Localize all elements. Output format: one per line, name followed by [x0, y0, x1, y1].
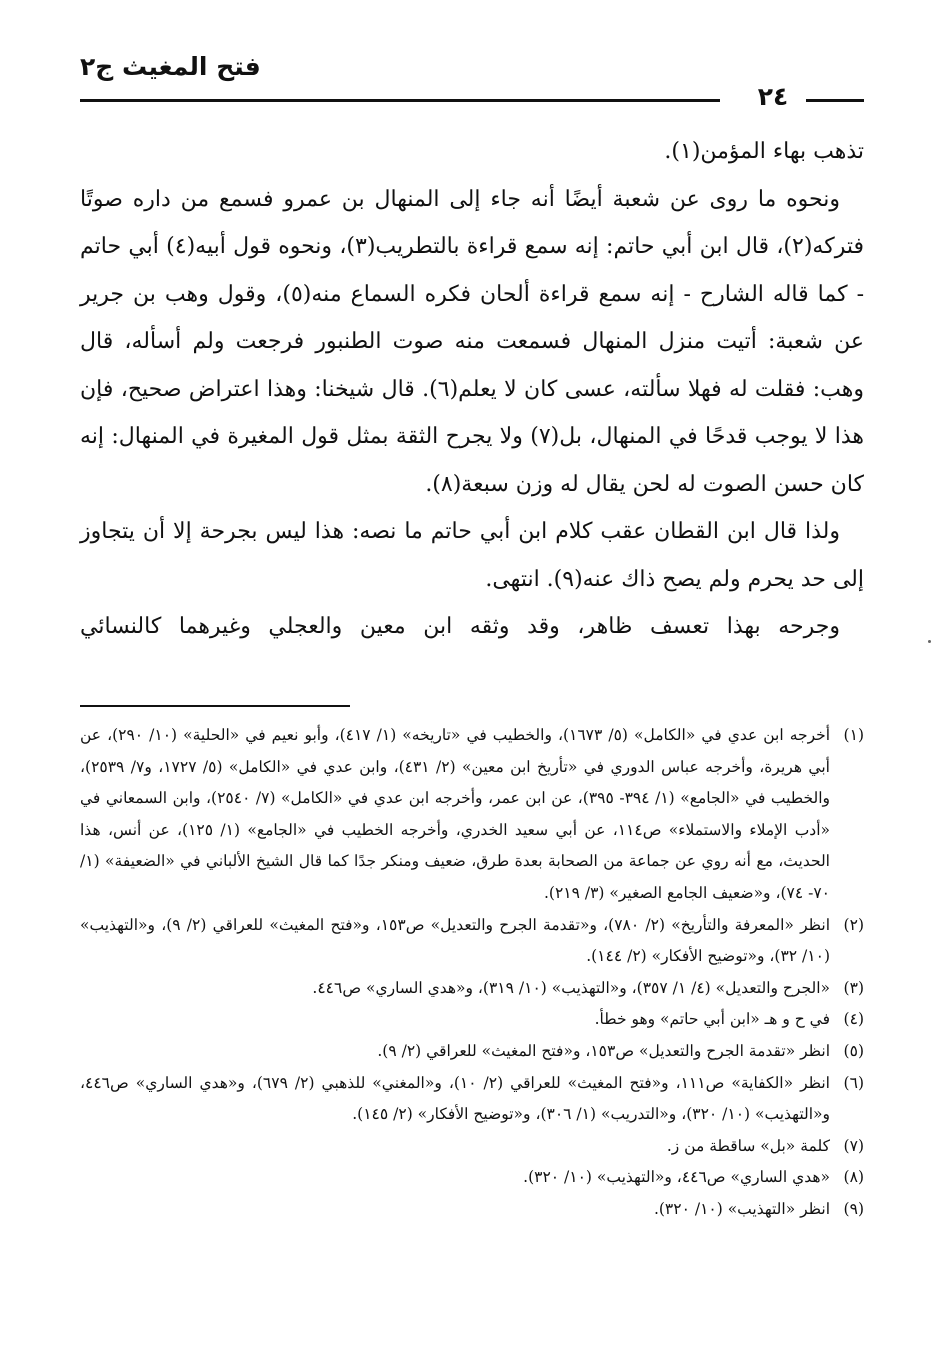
footnote	[80, 1194, 864, 1226]
footnotes	[80, 720, 864, 1226]
paragraph: ونحوه ما روى عن شعبة أيضًا أنه جاء إلى المنهال بن عمرو فسمع من داره صوتًا فتركه(٢)، قال ابن أبي حاتم: إنه سمع قراءة بالتطريب(٣)، ونحوه قول أبيه(٤) أبي حاتم - كما قاله الشارح - إنه سمع قراءة ألحان فكره السماع منه(٥)، وقول وهب بن جرير عن شعبة: أتيت منزل المنهال فسمعت منه صوت الطنبور فرجعت ولم أسأله، قال وهب: فقلت له فهلا سألته، عسى كان لا يعلم(٦). قال شيخنا: وهذا اعتراض صحيح، فإن هذا لا يوجب قدحًا في المنهال، بل(٧) ولا يجرح الثقة بمثل قول المغيرة في المنهال: إنه كان حسن الصوت له لحن يقال له وزن سبعة(٨).	[80, 186, 865, 497]
footnote-separator	[80, 705, 350, 707]
paragraph: ولذا قال ابن القطان عقب كلام ابن أبي حاتم ما نصه: هذا ليس بجرحة إلا أن يتجاوز إلى حد يحرم ولم يصح ذاك عنه(٩). انتهى.	[80, 519, 864, 592]
footnote-text: أخرجه ابن عدي في «الكامل» (٥/ ١٦٧٣)، والخطيب في «تاريخه» (١/ ٤١٧)، وأبو نعيم في «الحلية» (١٠/ ٢٩٠)، عن أبي هريرة، وأخرجه عباس الدوري في «تأريخ ابن معين» (٢/ ٤٣١)، وابن عدي في «الكامل» (٥/ ١٧٢٧، و٧/ ٢٥٣٩)، والخطيب في «الجامع» (١/ ٣٩٤- ٣٩٥)، عن ابن عمر، وأخرجه ابن عدي في «الكامل» (٧/ ٢٥٤٠)، وابن السمعاني في «أدب الإملاء والاستملاء» ص١١٤، عن أبي سعيد الخدري، وأخرجه الخطيب في «الجامع» (١/ ١٢٥)، عن أنس، هذا الحديث، مع أنه روي عن جماعة من الصحابة بعدة طرق، ضعيف ومنكر جدًا كما قال الشيخ الألباني في «الضعيفة» (١/ ٧٠- ٧٤)، و«ضعيف الجامع الصغير» (٣/ ٢١٩).	[80, 726, 831, 902]
paragraph-last-line: وجرحه بهذا تعسف ظاهر، وقد وثقه ابن معين والعجلي وغيرهما كالنسائي	[80, 614, 840, 639]
footnote-text: «الجرح والتعديل» (٤/ ١/ ٣٥٧)، و«التهذيب» (١٠/ ٣١٩)، و«هدي الساري» ص٤٤٦.	[312, 978, 830, 997]
footnote	[80, 1162, 864, 1194]
footnote	[80, 1036, 864, 1068]
paragraph-continuation: تذهب بهاء المؤمن(١).	[664, 139, 864, 164]
footnote	[80, 1068, 864, 1131]
page-number: ٢٤	[757, 82, 789, 111]
footnote-number: (٩)	[843, 1199, 864, 1218]
footnote-text: في ح و هـ «ابن أبي حاتم» وهو خطأ.	[594, 1010, 830, 1029]
footnote-text: «هدي الساري» ص٤٤٦، و«التهذيب» (١٠/ ٣٢٠).	[523, 1168, 830, 1187]
footnote-number: (٣)	[843, 978, 864, 997]
footnote-number: (٨)	[843, 1168, 864, 1187]
footnote	[80, 1004, 864, 1036]
footnote-number: (٧)	[843, 1136, 864, 1155]
footnote-text: انظر «الكفاية» ص١١١، و«فتح المغيث» للعراقي (٢/ ١٠)، و«المغني» للذهبي (٢/ ٦٧٩)، و«هدي الساري» ص٤٤٦، و«التهذيب» (١٠/ ٣٢٠)، و«التدريب» (١/ ٣٠٦)، و«توضيح الأفكار» (٢/ ١٤٥).	[80, 1073, 830, 1124]
header-rule-long	[80, 99, 720, 102]
scan-speck	[928, 640, 931, 643]
footnote	[80, 1131, 864, 1163]
header-rule-short	[806, 99, 864, 102]
footnote-text: انظر «التهذيب» (١٠/ ٣٢٠).	[653, 1199, 830, 1218]
footnote	[80, 910, 864, 973]
footnote-text: انظر «تقدمة الجرح والتعديل» ص١٥٣، و«فتح المغيث» للعراقي (٢/ ٩).	[377, 1041, 830, 1060]
footnote-text: انظر «المعرفة والتأريخ» (٢/ ٧٨٠)، و«تقدمة الجرح والتعديل» ص١٥٣، و«فتح المغيث» للعراقي (٢/ ٩)، و«التهذيب» (١٠/ ٣٢)، و«توضيح الأفكار» (٢/ ١٤٤).	[80, 915, 830, 966]
footnote	[80, 973, 864, 1005]
footnote-number: (٢)	[843, 915, 864, 934]
footnote	[80, 720, 864, 910]
footnote-number: (٥)	[843, 1041, 864, 1060]
footnote-text: كلمة «بل» ساقطة من ز.	[666, 1136, 830, 1155]
footnote-number: (١)	[843, 726, 864, 744]
footnote-number: (٤)	[843, 1010, 864, 1029]
footnote-number: (٦)	[843, 1073, 864, 1092]
main-text	[80, 128, 864, 651]
running-header-title: فتح المغيث ج٢	[80, 52, 261, 81]
